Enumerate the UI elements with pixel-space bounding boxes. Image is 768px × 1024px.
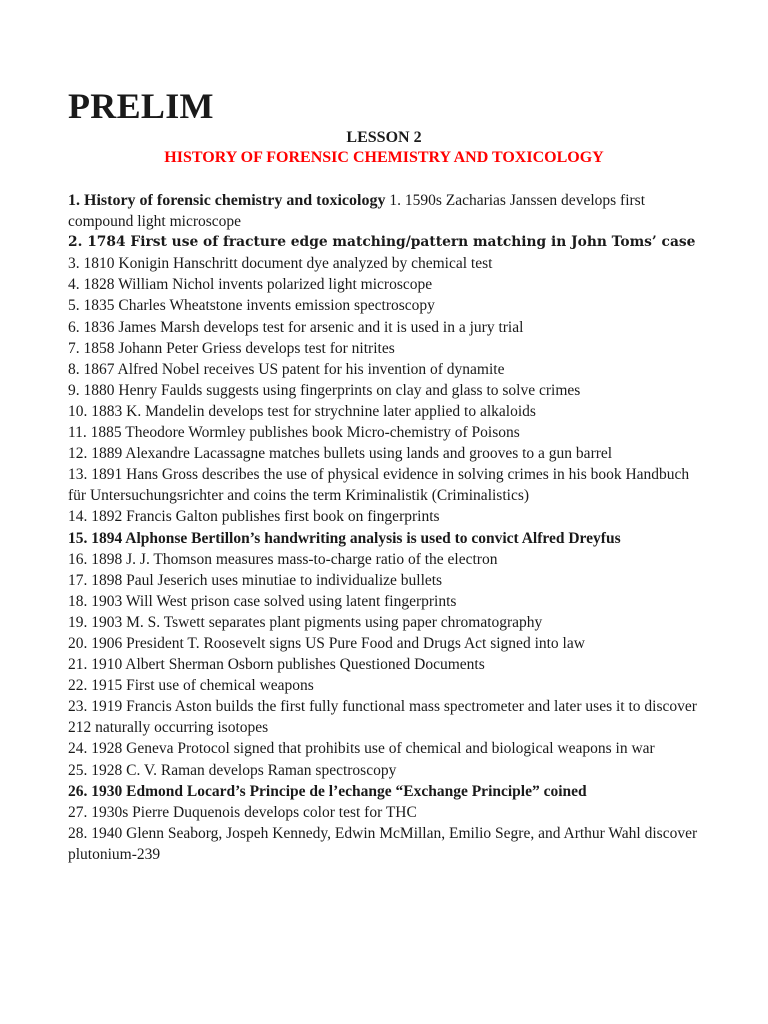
list-item: 15. 1894 Alphonse Bertillon’s handwriting analysis is used to convict Alfred Dreyfus: [68, 529, 621, 547]
list-item: 4. 1828 William Nichol invents polarized light microscope: [68, 276, 433, 294]
list-item: [68, 190, 708, 232]
list-item: 20. 1906 President T. Roosevelt signs US Pure Food and Drugs Act signed into law: [68, 634, 585, 652]
list-item: 28. 1940 Glenn Seaborg, Jospeh Kennedy, Edwin McMillan, Emilio Segre, and Arthur Wahl discover plutonium-239: [68, 824, 698, 863]
list-item: 26. 1930 Edmond Locard’s Principe de l’echange “Exchange Principle” coined: [68, 782, 587, 800]
list-item-text: 1. 1590s Zacharias Janssen develops first compound light microscope: [68, 192, 646, 231]
list-item: 18. 1903 Will West prison case solved using latent fingerprints: [68, 592, 457, 610]
lesson-subtitle: HISTORY OF FORENSIC CHEMISTRY AND TOXICOLOGY: [164, 149, 604, 166]
lesson-label: LESSON 2: [346, 129, 422, 146]
list-item: 19. 1903 M. S. Tswett separates plant pigments using paper chromatography: [68, 613, 543, 631]
page-title: PRELIM: [68, 86, 214, 126]
list-item: 5. 1835 Charles Wheatstone invents emission spectroscopy: [68, 297, 435, 315]
list-item: 21. 1910 Albert Sherman Osborn publishes Questioned Documents: [68, 656, 485, 674]
list-item: 14. 1892 Francis Galton publishes first book on fingerprints: [68, 508, 440, 526]
timeline-body: [68, 190, 708, 865]
list-item: 11. 1885 Theodore Wormley publishes book Micro-chemistry of Poisons: [68, 424, 520, 442]
list-item: 25. 1928 C. V. Raman develops Raman spectroscopy: [68, 761, 397, 779]
list-item: 9. 1880 Henry Faulds suggests using fingerprints on clay and glass to solve crimes: [68, 381, 581, 399]
list-item: 24. 1928 Geneva Protocol signed that prohibits use of chemical and biological weapons in war: [68, 740, 655, 758]
list-item: 2. 1784 First use of fracture edge matching/pattern matching in John Toms’ case: [68, 234, 696, 251]
list-item: 23. 1919 Francis Aston builds the first fully functional mass spectrometer and later uses it to discover 212 naturally occurring isotopes: [68, 698, 697, 737]
list-item: 8. 1867 Alfred Nobel receives US patent for his invention of dynamite: [68, 360, 505, 378]
list-item: 27. 1930s Pierre Duquenois develops color test for THC: [68, 803, 417, 821]
list-item: 13. 1891 Hans Gross describes the use of physical evidence in solving crimes in his book Handbuch für Untersuchungsrichter and coins the term Kriminalistik (Criminalistics): [68, 466, 690, 505]
list-item: 6. 1836 James Marsh develops test for arsenic and it is used in a jury trial: [68, 318, 524, 336]
list-item: 16. 1898 J. J. Thomson measures mass-to-charge ratio of the electron: [68, 550, 498, 568]
list-item: 22. 1915 First use of chemical weapons: [68, 677, 314, 695]
list-item: 17. 1898 Paul Jeserich uses minutiae to individualize bullets: [68, 571, 443, 589]
list-item: 3. 1810 Konigin Hanschritt document dye analyzed by chemical test: [68, 255, 493, 273]
section-heading: 1. History of forensic chemistry and toxicology: [68, 192, 386, 209]
list-item: 7. 1858 Johann Peter Griess develops test for nitrites: [68, 339, 395, 357]
list-item: 10. 1883 K. Mandelin develops test for strychnine later applied to alkaloids: [68, 402, 536, 420]
list-item: 12. 1889 Alexandre Lacassagne matches bullets using lands and grooves to a gun barrel: [68, 445, 613, 463]
